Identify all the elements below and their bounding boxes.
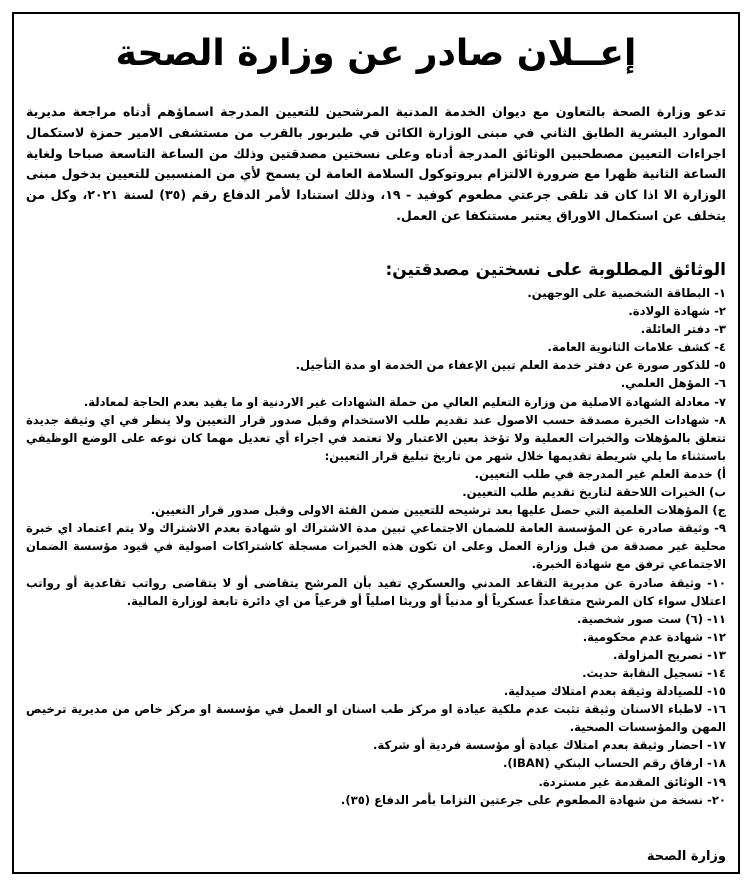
list-item: ٨- شهادات الخبرة مصدقة حسب الاصول عند تقديم طلب الاستخدام وقبل صدور قرار التعيين ولا ينظر في اي وثيقة جديدة تتعلق بالمؤهلات والخبرات العملية ولا تؤخذ بعين الاعتبار ولا تعتمد في اجراء أي تعديل مهما كان نوعه على الوضع الوظيفي باستثناء ما يلي شريطة تقديمها خلال شهر من تاريخ تبليغ قرار التعيين: [26,412,726,463]
list-item: ٤- كشف علامات الثانوية العامة. [547,340,726,355]
list-item: ٢٠- نسخة من شهادة المطعوم على جرعتين التزاما بأمر الدفاع (٣٥). [340,792,726,807]
list-item: ١٦- لاطباء الاسنان وثيقة تثبت عدم ملكية عيادة او مركز طب اسنان او العمل في مؤسسة او مركز خاص من مديرية ترخيص المهن والمؤسسات الصحية. [26,702,726,735]
list-item: ١٩- الوثائق المقدمة غير مستردة. [538,774,726,789]
list-item: ١٤- تسجيل النقابة حديث. [582,665,726,680]
intro-paragraph: تدعو وزارة الصحة بالتعاون مع ديوان الخدمة المدنية المرشحين للتعيين المدرجة اسماؤهم أدناه مراجعة مديرية الموارد البشرية الطابق الثاني في مبنى الوزارة الكائن في طبربور بالقرب من مستشفى الامير حمزة لاستكمال اجراءات التعيين مصطحبين الوثائق المدرجة أدناه وعلى نسختين مصدقتين وذلك من الساعة التاسعة صباحا ولغاية الساعة الثانية ظهرا مع ضرورة الالتزام ببروتوكول السلامة العامة لن يسمح لأي من المنسبين للتعيين بدخول مبنى الوزارة الا اذا كان قد تلقى جرعتي مطعوم كوفيد - ١٩، وذلك استنادا لأمر الدفاع رقم (٣٥) لسنة ٢٠٢١، وكل من يتخلف عن استكمال الاوراق يعتبر مستنكفا عن العمل. [26,104,726,223]
documents-list [26,284,726,809]
list-item: ٩- وثيقة صادرة عن المؤسسة العامة للضمان الاجتماعي تبين مدة الاشتراك او شهادة بعدم الاشتراك ولا يتم اعتماد اي خبرة محلية غير مصدقة من قبل وزارة العمل وعلى ان تكون هذه الخبرات مسجلة كاشتراكات اصولية في قيود مؤسسة الضمان الاجتماعي ترفق مع شهادة الخبرة. [26,521,726,572]
documents-heading: الوثائق المطلوبة على نسختين مصدقتين: [385,260,726,280]
list-item: ١٢- شهادة عدم محكومية. [582,629,726,644]
announcement-frame [12,12,740,874]
list-item: ١٧- احضار وثيقة بعدم امتلاك عيادة أو مؤسسة فردية أو شركة. [373,738,726,753]
list-item: ج) المؤهلات العلمية التي حصل عليها بعد ترشيحه للتعيين ضمن الفئة الاولى وقبل صدور قرار التعيين. [150,503,726,518]
list-item: ٢- شهادة الولادة. [628,304,726,319]
list-item: ١٠- وثيقة صادرة عن مديرية التقاعد المدني والعسكري تفيد بأن المرشح يتقاضى أو لا يتقاضى رواتب تقاعدية أو رواتب اعتلال سواء كان المرشح متقاعداً عسكرياً أو مدنياً أو وريثا اصلياً أو فرعياً من اي دائرة تابعة لوزارة المالية. [26,575,726,608]
list-item: ٥- للذكور صورة عن دفتر خدمة العلم تبين الإعفاء من الخدمة او مدة التأجيل. [295,358,726,373]
signature: وزارة الصحة [646,849,726,864]
list-item: ٦- المؤهل العلمي. [620,376,726,391]
list-item: ب) الخبرات اللاحقة لتاريخ تقديم طلب التعيين. [462,485,726,500]
list-item: أ) خدمة العلم غير المدرجة في طلب التعيين. [474,466,726,481]
list-item: ٧- معادلة الشهادة الاصلية من وزارة التعليم العالي من حملة الشهادات غير الاردنية او ما يفيد بعدم الحاجة لمعادلة. [83,394,726,409]
list-item: ١٣- تصريح المزاولة. [612,647,726,662]
list-item: ١٨- ارفاق رقم الحساب البنكي (IBAN). [502,756,726,771]
list-item: ١١- (٦) ست صور شخصية. [577,611,726,626]
list-item: ١٥- للصيادلة وثيقة بعدم امتلاك صيدلية. [503,684,726,699]
list-item: ١- البطاقة الشخصية على الوجهين. [527,286,726,300]
list-item: ٣- دفتر العائلة. [640,322,726,337]
announcement-title: إعــلان صادر عن وزارة الصحة [115,33,637,74]
